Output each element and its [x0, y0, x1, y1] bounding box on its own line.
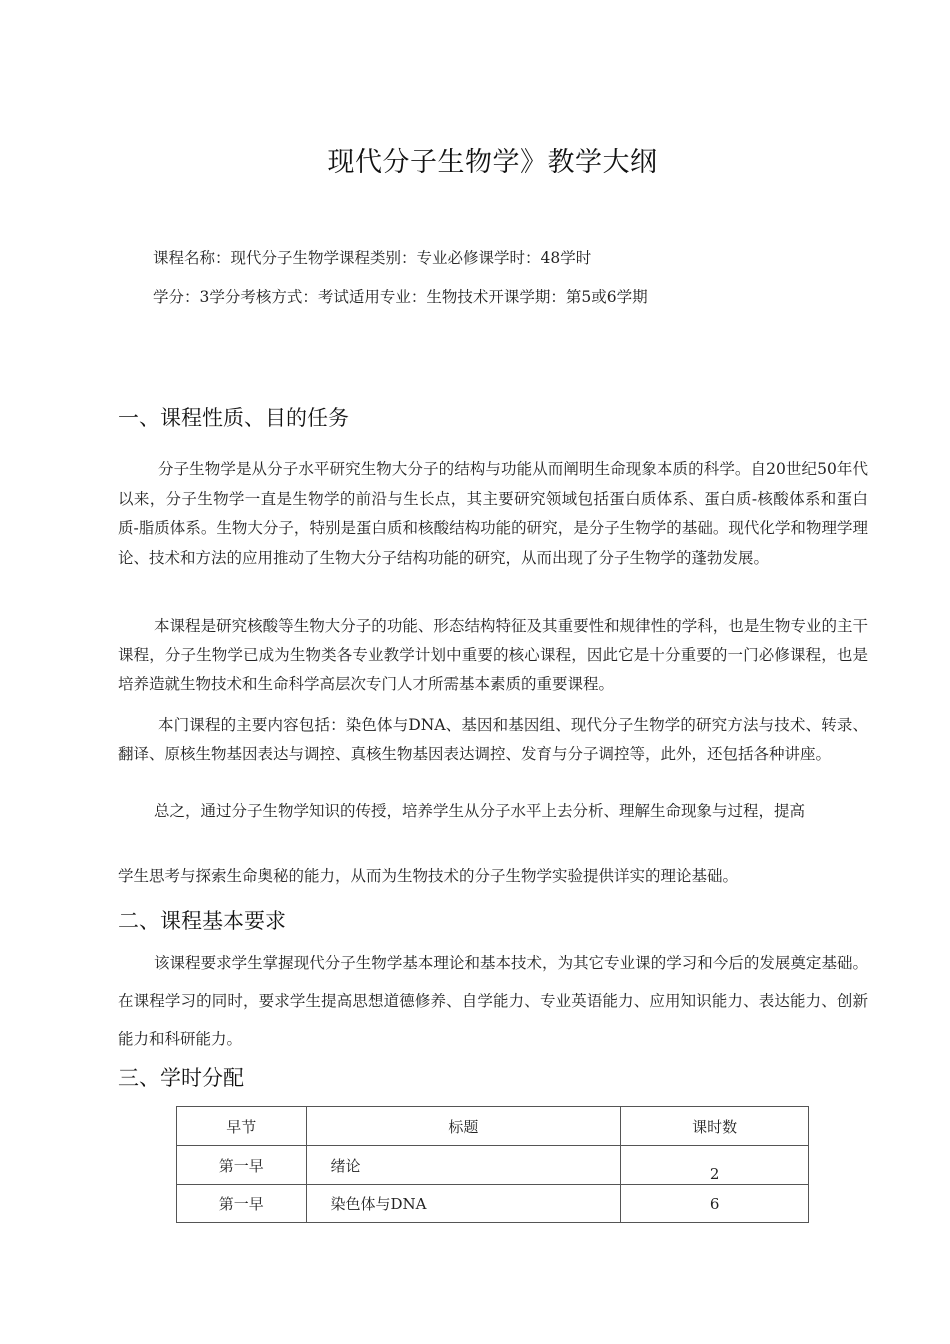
paragraph-summary-part-1: 总之，通过分子生物学知识的传授，培养学生从分子水平上去分析、理解生命现象与过程，提高 — [154, 802, 806, 820]
cell-hours: 6 — [621, 1185, 809, 1223]
cell-chapter: 第一早 — [177, 1146, 307, 1185]
table-row — [177, 1185, 809, 1223]
paragraph-intro: 分子生物学是从分子水平研究生物大分子的结构与功能从而阐明生命现象本质的科学。自20世纪50年代以来，分子生物学一直是生物学的前沿与生长点，其主要研究领域包括蛋白质体系、蛋白质-核酸体系和蛋白质-脂质体系。生物大分子，特别是蛋白质和核酸结构功能的研究，是分子生物学的基础。现代化学和物理学理论、技术和方法的应用推动了生物大分子结构功能的研究，从而出现了分子生物学的蓬勃发展。 — [118, 460, 868, 567]
column-header-hours: 课时数 — [621, 1107, 809, 1146]
hours-table — [176, 1106, 809, 1223]
column-header-title: 标题 — [306, 1107, 621, 1146]
section-heading-nature: 一、课程性质、目的任务 — [118, 406, 349, 430]
section-heading-hours: 三、学时分配 — [118, 1066, 244, 1090]
table-header-row — [177, 1107, 809, 1146]
course-meta-line-1: 课程名称：现代分子生物学课程类别：专业必修课学时：48学时 — [153, 249, 592, 267]
section-heading-requirements: 二、课程基本要求 — [118, 909, 286, 933]
cell-chapter: 第一早 — [177, 1185, 307, 1223]
cell-title: 染色体与DNA — [306, 1185, 621, 1223]
paragraph-requirements: 该课程要求学生掌握现代分子生物学基本理论和基本技术，为其它专业课的学习和今后的发展奠定基础。在课程学习的同时，要求学生提高思想道德修养、自学能力、专业英语能力、应用知识能力、表达能力、创新能力和科研能力。 — [118, 954, 868, 1048]
course-meta-line-2: 学分：3学分考核方式：考试适用专业：生物技术开课学期：第5或6学期 — [153, 288, 648, 306]
paragraph-summary-part-2: 学生思考与探索生命奥秘的能力，从而为生物技术的分子生物学实验提供详实的理论基础。 — [118, 867, 739, 885]
paragraph-main-content: 本门课程的主要内容包括：染色体与DNA、基因和基因组、现代分子生物学的研究方法与技术、转录、翻译、原核生物基因表达与调控、真核生物基因表达调控、发育与分子调控等，此外，还包括各种讲座。 — [118, 716, 868, 763]
cell-hours: 2 — [621, 1146, 809, 1185]
paragraph-course-role: 本课程是研究核酸等生物大分子的功能、形态结构特征及其重要性和规律性的学科，也是生物专业的主干课程，分子生物学已成为生物类各专业教学计划中重要的核心课程，因此它是十分重要的一门必修课程，也是培养造就生物技术和生命科学高层次专门人才所需基本素质的重要课程。 — [118, 617, 868, 693]
table-row — [177, 1146, 809, 1185]
column-header-chapter: 早节 — [177, 1107, 307, 1146]
cell-title: 绪论 — [306, 1146, 621, 1185]
document-title: 现代分子生物学》教学大纲 — [327, 147, 658, 178]
